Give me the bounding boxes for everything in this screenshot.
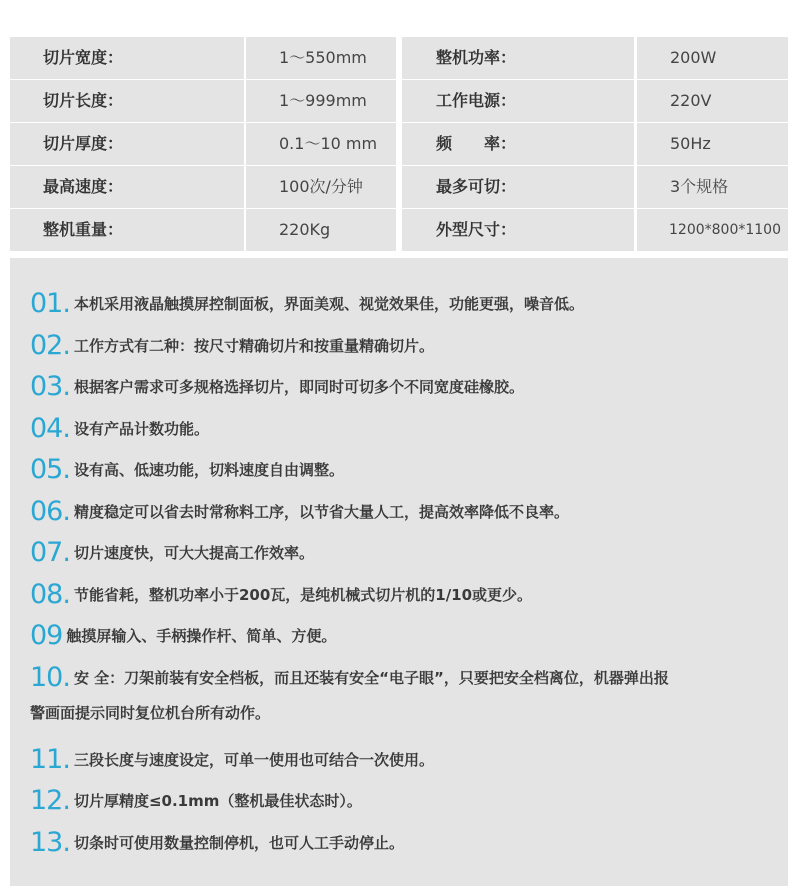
feature-number: 06. bbox=[30, 496, 70, 527]
feature-text: 工作方式有二种：按尺寸精确切片和按重量精确切片。 bbox=[73, 337, 434, 355]
feature-number: 07. bbox=[30, 537, 70, 568]
feature-text: 切片速度快，可大大提高工作效率。 bbox=[73, 544, 314, 562]
feature-number: 01. bbox=[30, 288, 70, 319]
feature-text-continuation: 警画面提示同时复位机台所有动作。 bbox=[30, 704, 271, 722]
spec-value: 50Hz bbox=[637, 123, 788, 165]
feature-item bbox=[30, 454, 780, 485]
spec-value: 220V bbox=[637, 80, 788, 122]
feature-item bbox=[30, 579, 780, 610]
spec-label: 工作电源： bbox=[402, 80, 634, 122]
spec-label: 最高速度： bbox=[10, 166, 244, 208]
feature-item bbox=[30, 413, 780, 444]
feature-text: 精度稳定可以省去时常称料工序，以节省大量人工，提高效率降低不良率。 bbox=[73, 503, 569, 521]
feature-text: 节能省耗，整机功率小于200瓦，是纯机械式切片机的1/10或更少。 bbox=[73, 586, 533, 604]
feature-item bbox=[30, 371, 780, 402]
feature-number: 04. bbox=[30, 413, 70, 444]
feature-number: 10. bbox=[30, 662, 70, 693]
feature-item bbox=[30, 496, 780, 527]
spec-label: 切片长度： bbox=[10, 80, 244, 122]
feature-number: 13. bbox=[30, 827, 70, 858]
spec-label: 切片厚度： bbox=[10, 123, 244, 165]
feature-number: 11. bbox=[30, 744, 70, 775]
feature-text: 设有高、低速功能，切料速度自由调整。 bbox=[73, 461, 344, 479]
feature-panel bbox=[10, 258, 788, 886]
feature-item bbox=[30, 827, 780, 858]
spec-row bbox=[10, 37, 788, 79]
feature-item bbox=[30, 620, 780, 651]
feature-item bbox=[30, 785, 780, 816]
feature-text: 三段长度与速度设定，可单一使用也可结合一次使用。 bbox=[73, 751, 434, 769]
feature-number: 03. bbox=[30, 371, 70, 402]
spec-row bbox=[10, 80, 788, 122]
feature-text: 本机采用液晶触摸屏控制面板，界面美观、视觉效果佳，功能更强，噪音低。 bbox=[73, 295, 584, 313]
spec-label: 最多可切： bbox=[402, 166, 634, 208]
spec-label: 外型尺寸： bbox=[402, 209, 634, 251]
feature-number: 02. bbox=[30, 330, 70, 361]
feature-number: 12. bbox=[30, 785, 70, 816]
spec-row bbox=[10, 123, 788, 165]
spec-label: 整机功率： bbox=[402, 37, 634, 79]
feature-text: 安 全：刀架前装有安全档板，而且还装有安全“电子眼”，只要把安全档离位，机器弹出报 bbox=[73, 669, 669, 687]
spec-row bbox=[10, 209, 788, 251]
feature-number: 05. bbox=[30, 454, 70, 485]
feature-item bbox=[30, 537, 780, 568]
feature-text: 设有产品计数功能。 bbox=[73, 420, 209, 438]
spec-label: 整机重量： bbox=[10, 209, 244, 251]
spec-table bbox=[10, 37, 788, 253]
feature-text: 根据客户需求可多规格选择切片，即同时可切多个不同宽度硅橡胶。 bbox=[73, 378, 524, 396]
feature-text: 切条时可使用数量控制停机，也可人工手动停止。 bbox=[73, 834, 404, 852]
feature-text: 切片厚精度≤0.1mm（整机最佳状态时）。 bbox=[73, 792, 362, 810]
feature-item bbox=[30, 288, 780, 319]
spec-value: 1～550mm bbox=[246, 37, 396, 79]
feature-text: 触摸屏输入、手柄操作杆、简单、方便。 bbox=[66, 627, 337, 645]
feature-item bbox=[30, 330, 780, 361]
spec-value: 220Kg bbox=[246, 209, 396, 251]
spec-row bbox=[10, 166, 788, 208]
feature-number: 08. bbox=[30, 579, 70, 610]
feature-number: 09 bbox=[30, 620, 63, 651]
spec-value: 0.1～10 mm bbox=[246, 123, 396, 165]
spec-value: 1200*800*1100 bbox=[637, 209, 788, 251]
feature-item bbox=[30, 744, 780, 775]
spec-value: 200W bbox=[637, 37, 788, 79]
spec-label: 切片宽度： bbox=[10, 37, 244, 79]
spec-label: 频 率： bbox=[402, 123, 634, 165]
spec-value: 1～999mm bbox=[246, 80, 396, 122]
spec-value: 100次/分钟 bbox=[246, 166, 396, 208]
spec-value: 3个规格 bbox=[637, 166, 788, 208]
feature-item bbox=[30, 662, 780, 693]
